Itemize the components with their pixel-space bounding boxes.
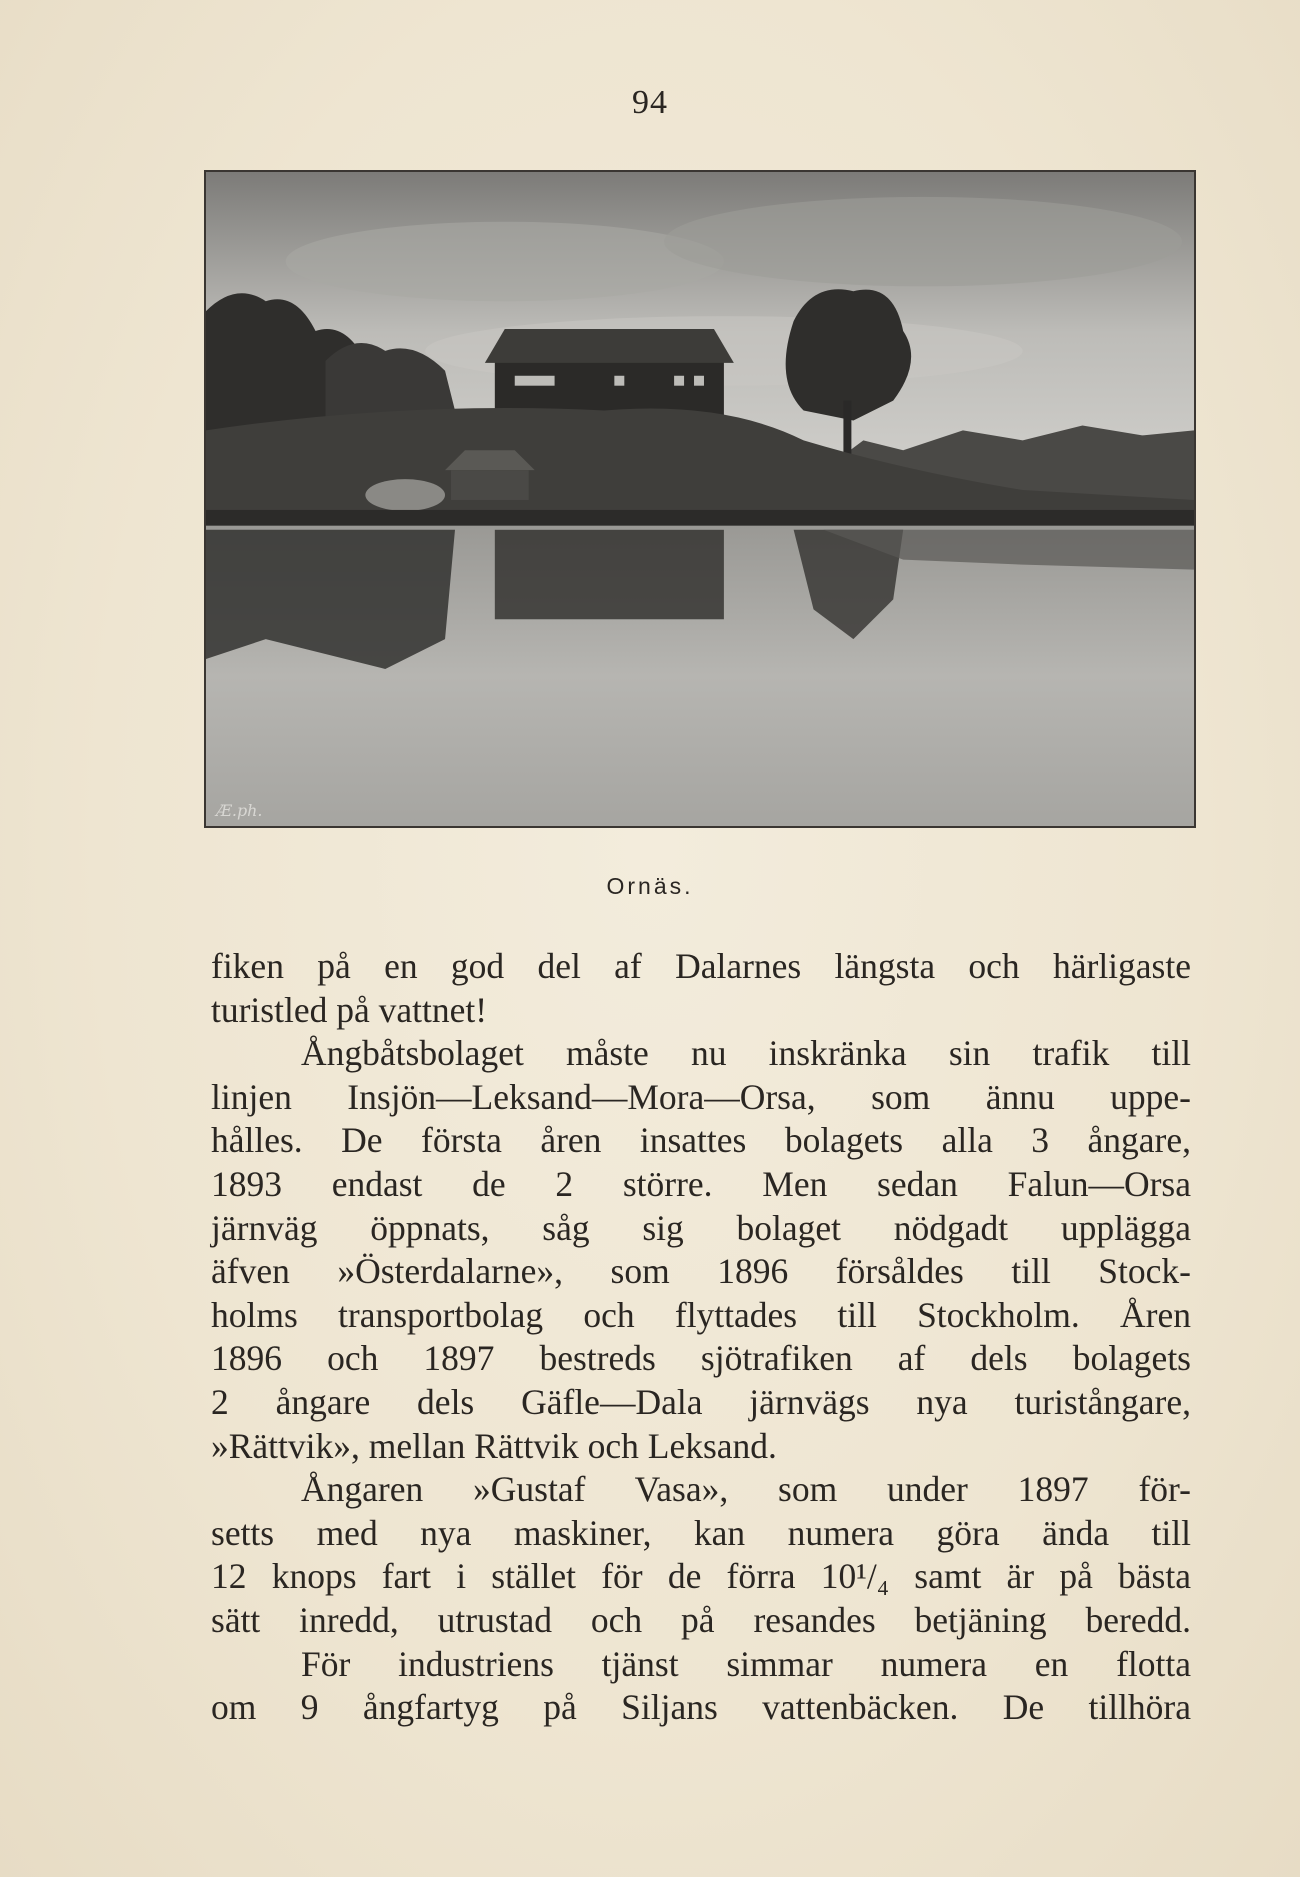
page-number: 94 — [632, 84, 668, 121]
text-line: linjen Insjön—Leksand—Mora—Orsa, som ännu uppe- — [211, 1076, 1191, 1117]
text-line: För industriens tjänst simmar numera en flotta — [301, 1643, 1191, 1684]
text-line: om 9 ångfartyg på Siljans vattenbäcken. De tillhöra — [211, 1687, 1191, 1728]
text-line: »Rättvik», mellan Rättvik och Leksand. — [211, 1425, 777, 1466]
text-line: 1893 endast de 2 större. Men sedan Falun—Orsa — [211, 1163, 1191, 1204]
photo-signature: Æ.ph. — [215, 801, 263, 821]
text-line: Ångaren »Gustaf Vasa», som under 1897 för- — [301, 1469, 1191, 1510]
body-text — [211, 945, 1191, 1730]
text-line: järnväg öppnats, såg sig bolaget nödgadt upplägga — [211, 1207, 1191, 1248]
text-line: sätt inredd, utrustad och på resandes betjäning beredd. — [211, 1599, 1191, 1640]
text-line: 1896 och 1897 bestreds sjötrafiken af dels bolagets — [211, 1338, 1191, 1379]
text-line: holms transportbolag och flyttades till Stockholm. Åren — [211, 1294, 1191, 1335]
lake-house-photograph — [206, 172, 1194, 826]
text-line: turistled på vattnet! — [211, 989, 488, 1030]
text-line: 2 ångare dels Gäfle—Dala järnvägs nya turistångare, — [211, 1381, 1191, 1422]
text-line: setts med nya maskiner, kan numera göra ända till — [211, 1512, 1191, 1553]
photo-caption: Ornäs. — [606, 873, 694, 899]
text-line: hålles. De första åren insattes bolagets alla 3 ångare, — [211, 1120, 1191, 1161]
text-line: äfven »Österdalarne», som 1896 försåldes till Stock- — [211, 1251, 1191, 1292]
text-line: 12 knops fart i stället för de förra 10¹/₄ samt är på bästa — [211, 1556, 1191, 1597]
photograph — [204, 170, 1196, 828]
text-line: fiken på en god del af Dalarnes längsta och härligaste — [211, 946, 1191, 986]
text-line: Ångbåtsbolaget måste nu inskränka sin trafik till — [301, 1033, 1191, 1074]
